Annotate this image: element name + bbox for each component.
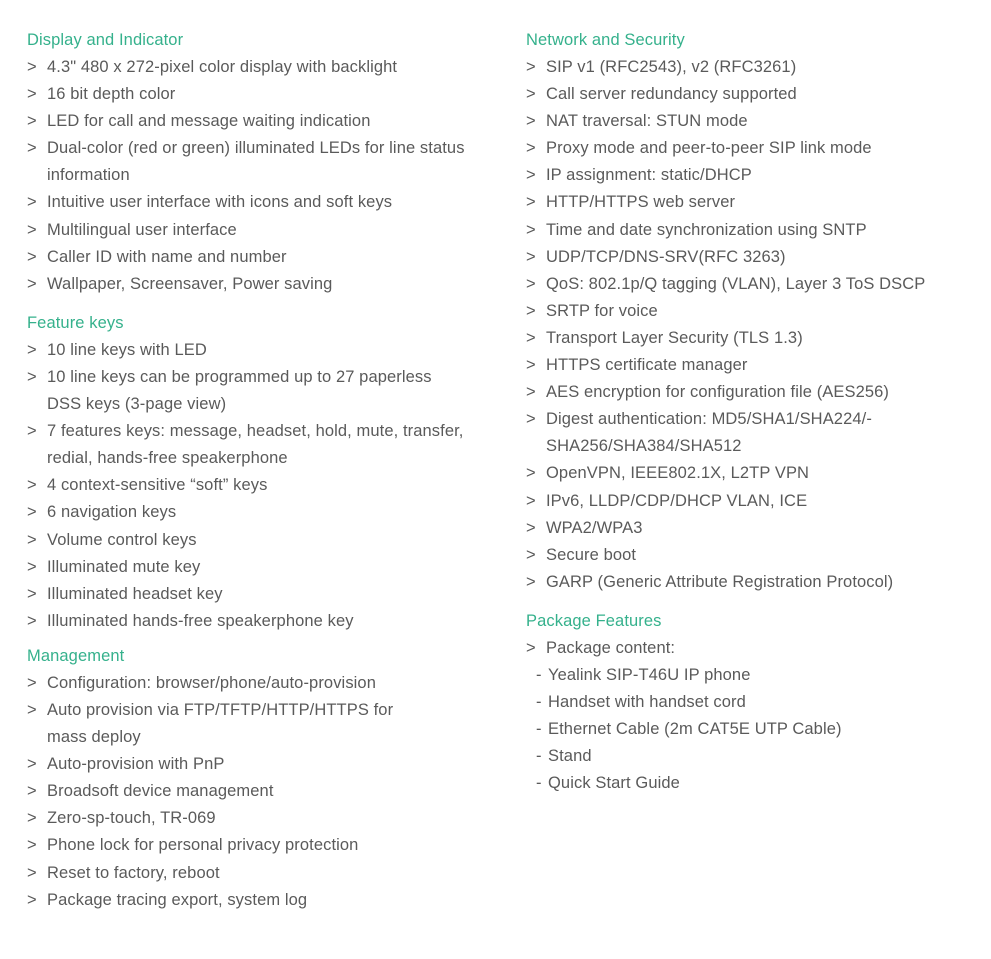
bullet-marker: > <box>27 836 37 855</box>
bullet-marker: > <box>27 476 37 495</box>
list-item: > Volume control keys <box>27 527 497 554</box>
bullet-marker: > <box>27 584 37 603</box>
list-item: > Time and date synchronization using SNTP <box>526 217 971 244</box>
list-item: > Zero-sp-touch, TR-069 <box>27 805 497 832</box>
feature-list <box>526 635 971 662</box>
section-heading: Feature keys <box>27 313 124 332</box>
section-display-and-indicator <box>27 27 497 298</box>
bullet-marker: > <box>526 220 536 239</box>
section-heading: Management <box>27 646 125 665</box>
feature-list <box>27 337 497 635</box>
section-heading: Package Features <box>526 611 662 630</box>
list-item: > Broadsoft device management <box>27 778 497 805</box>
section-heading: Display and Indicator <box>27 31 184 49</box>
bullet-marker: > <box>27 422 37 441</box>
list-item: > 4.3" 480 x 272-pixel color display with backlight <box>27 54 497 81</box>
list-item: > LED for call and message waiting indication <box>27 108 497 135</box>
list-item: > 10 line keys with LED <box>27 337 497 364</box>
sub-list-item: - Ethernet Cable (2m CAT5E UTP Cable) <box>526 716 971 743</box>
list-item: > Package content: <box>526 635 971 662</box>
list-item: > Configuration: browser/phone/auto-provision <box>27 670 497 697</box>
bullet-marker: > <box>27 139 37 158</box>
bullet-marker: > <box>526 58 536 76</box>
list-item: > Auto-provision with PnP <box>27 751 497 778</box>
list-item: > Package tracing export, system log <box>27 887 497 914</box>
bullet-marker: > <box>27 809 37 828</box>
bullet-marker: > <box>27 367 37 386</box>
bullet-marker: > <box>526 545 536 564</box>
dash-marker: - <box>536 720 542 739</box>
dash-marker: - <box>536 665 542 684</box>
section-heading: Network and Security <box>526 31 685 49</box>
bullet-marker: > <box>27 611 37 630</box>
list-item: > GARP (Generic Attribute Registration Protocol) <box>526 569 971 596</box>
list-item: > 16 bit depth color <box>27 81 497 108</box>
bullet-marker: > <box>27 85 37 104</box>
package-contents-list <box>526 662 971 797</box>
list-item: > AES encryption for configuration file (AES256) <box>526 379 971 406</box>
list-item: > Dual-color (red or green) illuminated LEDs for line status information <box>27 135 497 189</box>
list-item: > Reset to factory, reboot <box>27 860 497 887</box>
sub-list-item: - Quick Start Guide <box>526 770 971 797</box>
list-item: > Secure boot <box>526 542 971 569</box>
bullet-marker: > <box>526 383 536 402</box>
list-item: > 4 context-sensitive “soft” keys <box>27 472 497 499</box>
dash-marker: - <box>536 774 542 793</box>
bullet-marker: > <box>27 700 37 719</box>
bullet-marker: > <box>526 572 536 591</box>
bullet-marker: > <box>27 673 37 692</box>
section-feature-keys <box>27 310 497 635</box>
bullet-marker: > <box>27 340 37 359</box>
list-item: > Wallpaper, Screensaver, Power saving <box>27 271 497 298</box>
section-package-features <box>526 608 971 798</box>
bullet-marker: > <box>27 274 37 293</box>
section-management <box>27 643 497 914</box>
bullet-marker: > <box>27 193 37 212</box>
bullet-marker: > <box>27 782 37 801</box>
list-item: > QoS: 802.1p/Q tagging (VLAN), Layer 3 ToS DSCP <box>526 271 971 298</box>
list-item: > Multilingual user interface <box>27 217 497 244</box>
bullet-marker: > <box>526 328 536 347</box>
bullet-marker: > <box>526 274 536 293</box>
bullet-marker: > <box>526 85 536 104</box>
list-item: > SIP v1 (RFC2543), v2 (RFC3261) <box>526 54 971 81</box>
list-item: > WPA2/WPA3 <box>526 515 971 542</box>
feature-list <box>526 54 971 596</box>
bullet-marker: > <box>526 410 536 429</box>
dash-marker: - <box>536 693 542 712</box>
list-item: > 7 features keys: message, headset, hold, mute, transfer, redial, hands-free speakerphone <box>27 418 497 472</box>
feature-list <box>27 670 497 914</box>
list-item: > Illuminated hands-free speakerphone key <box>27 608 497 635</box>
bullet-marker: > <box>27 503 37 522</box>
list-item: > OpenVPN, IEEE802.1X, L2TP VPN <box>526 460 971 487</box>
bullet-marker: > <box>526 247 536 266</box>
bullet-marker: > <box>526 112 536 131</box>
list-item: > Caller ID with name and number <box>27 244 497 271</box>
bullet-marker: > <box>27 557 37 576</box>
bullet-marker: > <box>526 491 536 510</box>
list-item: > Illuminated mute key <box>27 554 497 581</box>
bullet-marker: > <box>27 58 37 76</box>
bullet-marker: > <box>526 638 536 657</box>
bullet-marker: > <box>526 139 536 158</box>
right-column <box>526 27 971 797</box>
list-item: > Illuminated headset key <box>27 581 497 608</box>
feature-list <box>27 54 497 298</box>
bullet-marker: > <box>526 464 536 483</box>
list-item: > HTTPS certificate manager <box>526 352 971 379</box>
list-item: > Phone lock for personal privacy protection <box>27 832 497 859</box>
list-item: > IPv6, LLDP/CDP/DHCP VLAN, ICE <box>526 488 971 515</box>
list-item: > IP assignment: static/DHCP <box>526 162 971 189</box>
list-item: > Call server redundancy supported <box>526 81 971 108</box>
list-item: > Proxy mode and peer-to-peer SIP link mode <box>526 135 971 162</box>
list-item: > UDP/TCP/DNS-SRV(RFC 3263) <box>526 244 971 271</box>
bullet-marker: > <box>526 301 536 320</box>
list-item: > NAT traversal: STUN mode <box>526 108 971 135</box>
list-item: > 6 navigation keys <box>27 499 497 526</box>
sub-list-item: - Handset with handset cord <box>526 689 971 716</box>
list-item: > SRTP for voice <box>526 298 971 325</box>
list-item: > Intuitive user interface with icons and soft keys <box>27 189 497 216</box>
bullet-marker: > <box>526 518 536 537</box>
bullet-marker: > <box>27 863 37 882</box>
bullet-marker: > <box>526 166 536 185</box>
bullet-marker: > <box>27 530 37 549</box>
bullet-marker: > <box>27 247 37 266</box>
left-column <box>27 27 497 914</box>
section-network-and-security <box>526 27 971 596</box>
bullet-marker: > <box>526 193 536 212</box>
bullet-marker: > <box>27 112 37 131</box>
list-item: > Auto provision via FTP/TFTP/HTTP/HTTPS for mass deploy <box>27 697 497 751</box>
bullet-marker: > <box>526 356 536 375</box>
sub-list-item: - Yealink SIP-T46U IP phone <box>526 662 971 689</box>
list-item: > Transport Layer Security (TLS 1.3) <box>526 325 971 352</box>
list-item: > Digest authentication: MD5/SHA1/SHA224/- SHA256/SHA384/SHA512 <box>526 406 971 460</box>
bullet-marker: > <box>27 220 37 239</box>
bullet-marker: > <box>27 890 37 909</box>
bullet-marker: > <box>27 755 37 774</box>
list-item: > 10 line keys can be programmed up to 27 paperless DSS keys (3-page view) <box>27 364 497 418</box>
list-item: > HTTP/HTTPS web server <box>526 189 971 216</box>
sub-list-item: - Stand <box>526 743 971 770</box>
dash-marker: - <box>536 747 542 766</box>
